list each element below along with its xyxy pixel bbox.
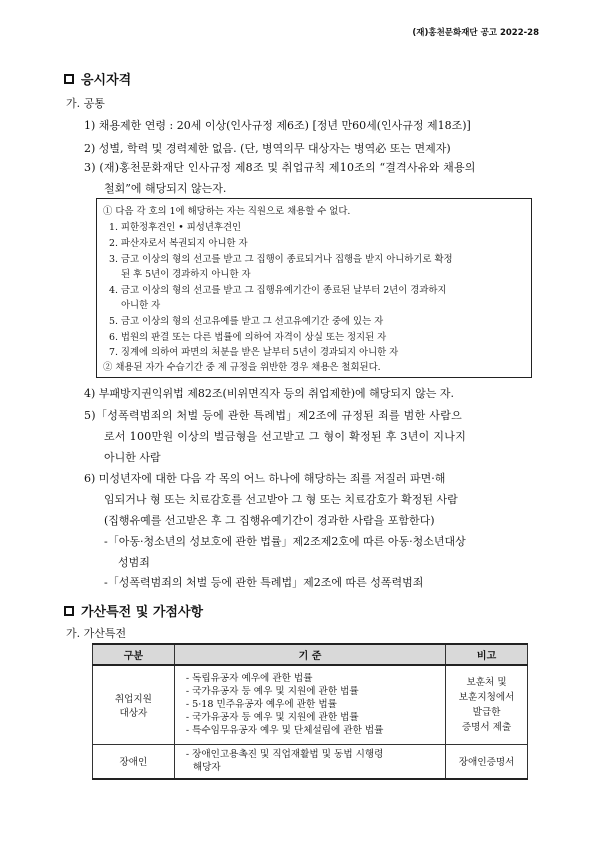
table-cell-criteria (174, 665, 445, 744)
table-header: 비고 (446, 644, 528, 665)
eligibility-line: 4) 부패방지권익위법 제82조(비위면직자 등의 취업제한)에 해당되지 않는 자. (84, 387, 454, 400)
table-cell-category (93, 665, 175, 744)
section-bonus-heading (64, 601, 203, 620)
eligibility-line: 철회”에 해당되지 않는자. (104, 182, 227, 195)
eligibility-line: 3) (재)홍천문화재단 인사규정 제8조 및 취업규칙 제10조의 “결격사유와 채용의 (84, 161, 476, 174)
cell-line: 보훈처 및 (466, 676, 507, 688)
criteria-item: - 5·18 민주유공자 예우에 관한 법률 (185, 699, 337, 711)
box-line: 3. 금고 이상의 형의 선고를 받고 그 집행이 종료되거나 집행을 받지 아니하기로 확정 (109, 254, 453, 265)
eligibility-line: 1) 채용제한 연령 : 20세 이상(인사규정 제6조) [정년 만60세(인사규정 제18조)] (84, 119, 471, 132)
box-line: 7. 징계에 의하여 파면의 처분을 받은 날부터 5년이 경과되지 아니한 자 (109, 347, 399, 358)
criteria-item: 해당자 (192, 762, 221, 774)
eligibility-line: 5)「성폭력범죄의 처벌 등에 관한 특례법」제2조에 규정된 죄를 범한 사람으 (84, 409, 463, 422)
cell-line: 발급한 (472, 706, 501, 718)
criteria-item: - 독립유공자 예우에 관한 법률 (185, 673, 313, 685)
box-line: 5. 금고 이상의 형의 선고유예를 받고 그 선고유예기간 중에 있는 자 (109, 316, 384, 327)
table-header: 기 준 (174, 644, 445, 665)
subsection-common: 가. 공통 (66, 97, 105, 110)
box-line: 6. 법원의 판결 또는 다른 법률에 의하여 자격이 상실 또는 정지된 자 (109, 332, 387, 343)
eligibility-line: 성범죄 (118, 556, 150, 569)
subsection-bonus: 가. 가산특전 (66, 627, 127, 640)
checkbox-square-icon (64, 74, 74, 84)
eligibility-line: 2) 성별, 학력 및 경력제한 없음. (단, 병역의무 대상자는 병역必 또는 면제자) (84, 142, 451, 155)
eligibility-line: -「아동·청소년의 성보호에 관한 법률」제2조제2호에 따른 아동·청소년대상 (104, 535, 466, 548)
cell-line: 대상자 (119, 707, 148, 719)
table-cell-note (446, 665, 528, 744)
eligibility-line: (집행유예를 선고받은 후 그 집행유예기간이 경과한 사람을 포함한다) (104, 514, 435, 527)
disqualification-box (96, 198, 532, 378)
table-cell-note: 장애인증명서 (446, 744, 528, 779)
box-line: 아니한 자 (121, 300, 161, 311)
table-row (93, 744, 528, 779)
table-cell-category: 장애인 (93, 744, 175, 779)
section-title: 응시자격 (81, 73, 132, 88)
eligibility-line: 로서 100만원 이상의 벌금형을 선고받고 그 형이 확정된 후 3년이 지나지 (104, 430, 467, 443)
box-line: 2. 파산자로서 복권되지 아니한 자 (109, 238, 248, 249)
table-row (93, 665, 528, 744)
criteria-item: - 국가유공자 등 예우 및 지원에 관한 법률 (185, 712, 359, 724)
box-line: ① 다음 각 호의 1에 해당하는 자는 직원으로 채용할 수 없다. (103, 206, 351, 217)
box-line: ② 채용된 자가 수습기간 중 제 규정을 위반한 경우 채용은 철회된다. (103, 362, 381, 373)
section-title: 가산특전 및 가점사항 (81, 605, 204, 620)
checkbox-square-icon (64, 606, 74, 616)
table-header-row (93, 644, 528, 665)
eligibility-line: 아니한 사람 (104, 451, 161, 464)
box-line: 1. 피한정후견인 • 피성년후견인 (109, 222, 242, 233)
cell-line: 취업지원 (114, 693, 152, 705)
criteria-item: - 특수임무유공자 예우 및 단체설립에 관한 법률 (185, 725, 384, 737)
cell-line: 증명서 제출 (461, 721, 512, 733)
bonus-table (92, 643, 528, 780)
eligibility-line: -「성폭력범죄의 처벌 등에 관한 특례법」제2조에 따른 성폭력범죄 (104, 576, 424, 589)
table-cell-criteria (174, 744, 445, 779)
box-line: 4. 금고 이상의 형의 선고를 받고 그 집행유예기간이 종료된 날부터 2년이 경과하지 (109, 285, 447, 296)
eligibility-line: 6) 미성년자에 대한 다음 각 목의 어느 하나에 해당하는 죄를 저질러 파면·해 (84, 472, 446, 485)
criteria-item: - 장애인고용촉진 및 직업재활법 및 동법 시행령 (185, 749, 384, 761)
criteria-item: - 국가유공자 등 예우 및 지원에 관한 법률 (185, 686, 359, 698)
notice-number: (재)홍천문화재단 공고 2022-28 (412, 28, 539, 38)
box-line: 된 후 5년이 경과하지 아니한 자 (121, 269, 251, 280)
eligibility-line: 임되거나 형 또는 치료감호를 선고받아 그 형 또는 치료감호가 확정된 사람 (104, 493, 458, 506)
cell-line: 보훈지청에서 (458, 691, 515, 703)
table-header: 구분 (93, 644, 175, 665)
section-eligibility-heading (64, 69, 131, 88)
